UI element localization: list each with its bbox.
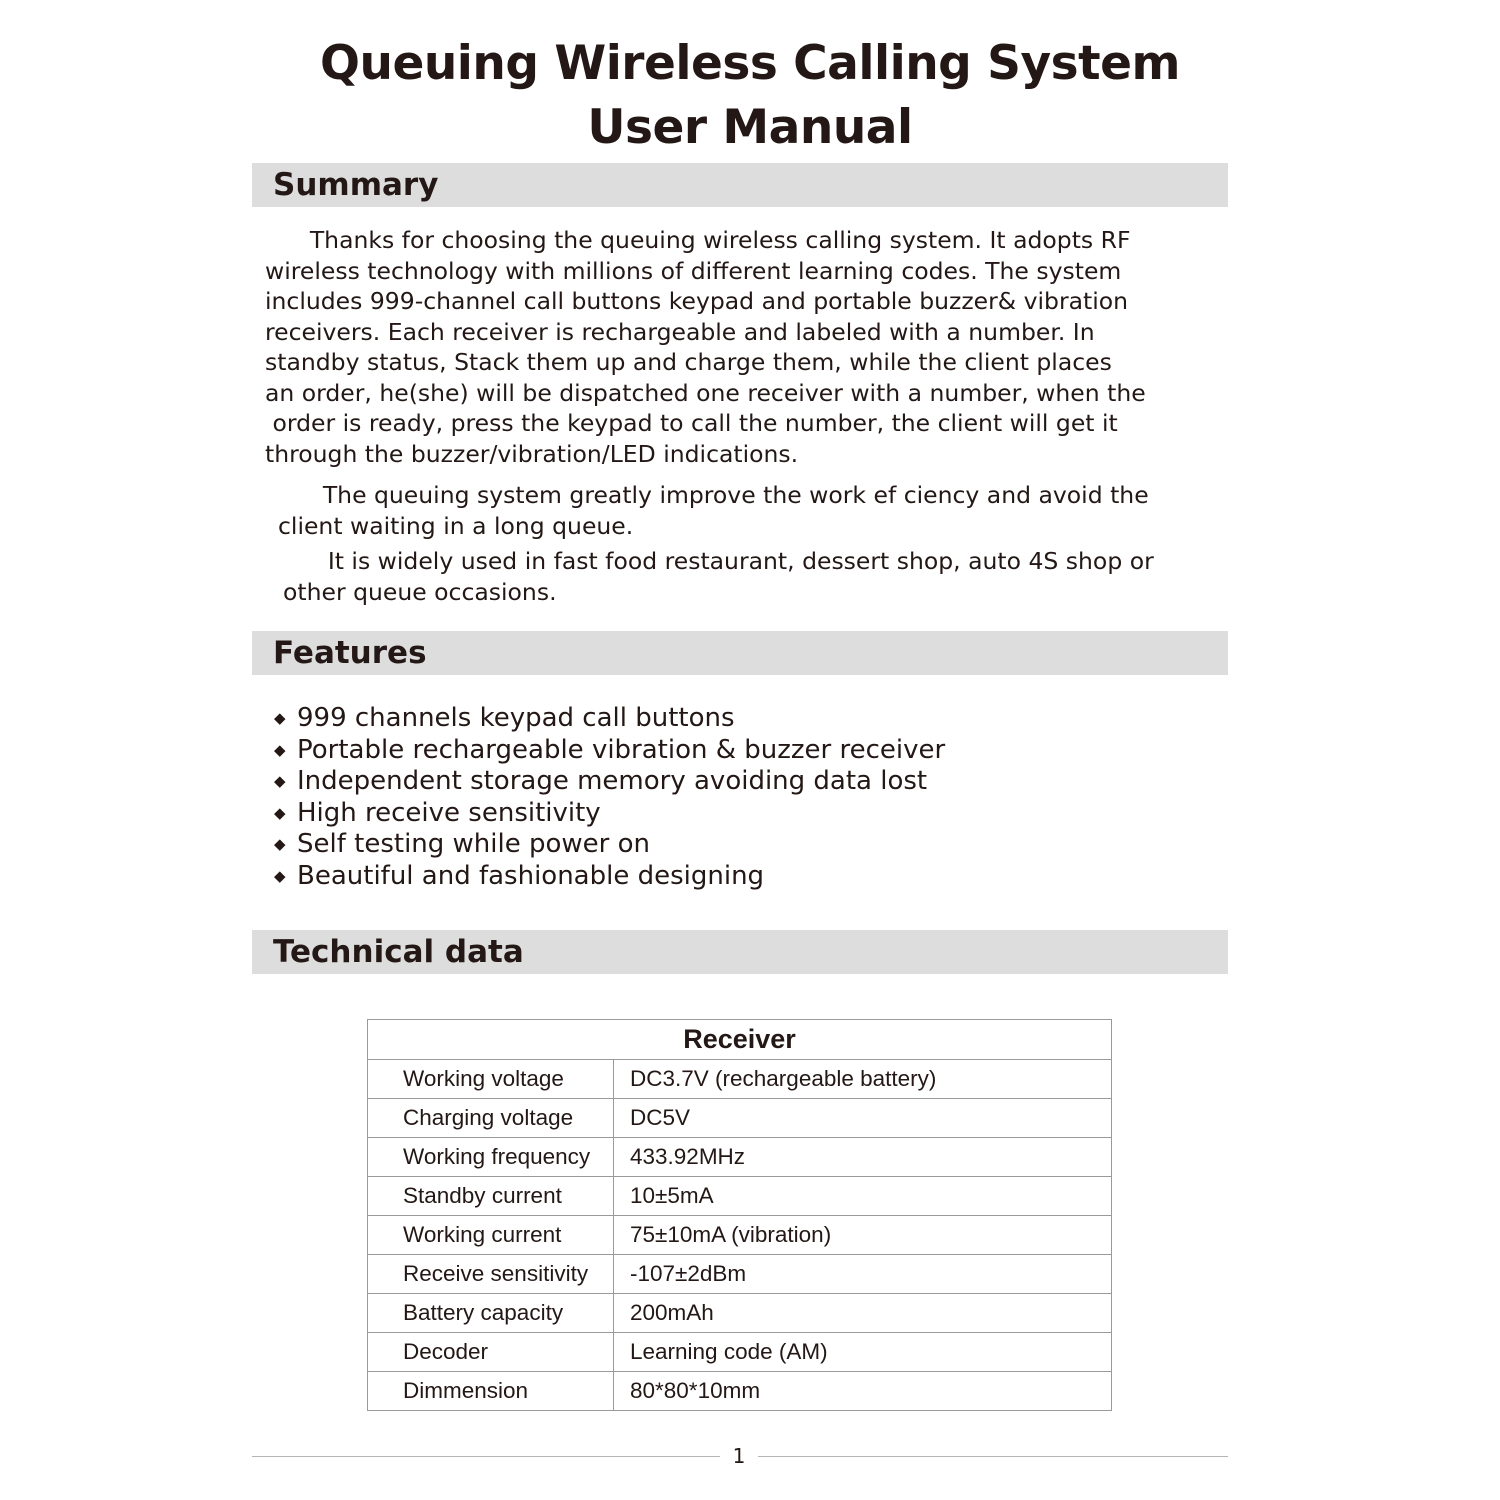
footer-divider-left — [252, 1456, 720, 1457]
diamond-bullet-icon: ◆ — [274, 835, 286, 853]
technical-section-header — [252, 930, 1228, 974]
table-row — [368, 1099, 1112, 1138]
spec-value: 10±5mA — [614, 1177, 1112, 1216]
spec-value: 433.92MHz — [614, 1138, 1112, 1177]
feature-text: 999 channels keypad call buttons — [297, 703, 735, 733]
table-row — [368, 1060, 1112, 1099]
feature-text: Portable rechargeable vibration & buzzer receiver — [297, 734, 946, 765]
spec-value: 200mAh — [614, 1294, 1112, 1333]
footer-divider-right — [758, 1456, 1228, 1457]
table-row — [368, 1333, 1112, 1372]
summary-paragraph-1: Thanks for choosing the queuing wireless calling system. It adopts RF wireless technology with millions of different learning codes. The system includes 999-channel call buttons keypad and portable buzzer& vibration receivers. Each receiver is rechargeable and labeled with a number. In standby status, Stack them up and charge them, while the client places an order, he(she) will be dispatched one receiver with a number, when the order is ready, press the keypad to call the number, the client will get it through the buzzer/vibration/LED indications. — [265, 226, 1146, 468]
spec-label: Working voltage — [368, 1060, 614, 1099]
diamond-bullet-icon: ◆ — [274, 803, 286, 822]
table-row — [368, 1294, 1112, 1333]
summary-paragraph-2: The queuing system greatly improve the work ef ciency and avoid the client waiting in a long queue. — [278, 481, 1149, 540]
features-heading: Features — [273, 635, 427, 671]
page-number: 1 — [732, 1444, 746, 1468]
spec-label: Dimmension — [368, 1372, 614, 1411]
summary-paragraph-3: It is widely used in fast food restaurant, dessert shop, auto 4S shop or other queue occasions. — [283, 547, 1154, 606]
receiver-spec-table — [367, 1019, 1112, 1411]
feature-item — [274, 861, 945, 893]
feature-text: Self testing while power on — [297, 829, 651, 859]
table-header-row — [368, 1020, 1112, 1060]
technical-heading: Technical data — [273, 934, 524, 970]
table-row — [368, 1372, 1112, 1411]
table-row — [368, 1216, 1112, 1255]
document-title-line1: Queuing Wireless Calling System — [320, 36, 1180, 91]
table-row — [368, 1255, 1112, 1294]
table-title: Receiver — [368, 1020, 1112, 1060]
diamond-bullet-icon: ◆ — [274, 866, 286, 885]
feature-item — [274, 703, 945, 735]
diamond-bullet-icon: ◆ — [274, 772, 286, 790]
spec-label: Standby current — [368, 1177, 614, 1216]
feature-item — [274, 766, 945, 798]
table-row — [368, 1177, 1112, 1216]
spec-value: DC5V — [614, 1099, 1112, 1138]
diamond-bullet-icon: ◆ — [274, 709, 286, 727]
table-row — [368, 1138, 1112, 1177]
feature-text: Beautiful and fashionable designing — [297, 860, 765, 891]
spec-label: Battery capacity — [368, 1294, 614, 1333]
spec-value: 75±10mA (vibration) — [614, 1216, 1112, 1255]
spec-label: Decoder — [368, 1333, 614, 1372]
spec-label: Working current — [368, 1216, 614, 1255]
feature-item — [274, 735, 945, 767]
spec-value: 80*80*10mm — [614, 1372, 1112, 1411]
spec-value: DC3.7V (rechargeable battery) — [614, 1060, 1112, 1099]
summary-section-header — [252, 163, 1228, 207]
feature-text: High receive sensitivity — [297, 797, 601, 828]
spec-label: Receive sensitivity — [368, 1255, 614, 1294]
spec-value: Learning code (AM) — [614, 1333, 1112, 1372]
diamond-bullet-icon: ◆ — [274, 740, 286, 759]
document-title-line2: User Manual — [587, 100, 913, 155]
feature-item — [274, 829, 945, 861]
features-section-header — [252, 631, 1228, 675]
feature-item — [274, 798, 945, 830]
feature-text: Independent storage memory avoiding data lost — [297, 766, 928, 796]
spec-value: -107±2dBm — [614, 1255, 1112, 1294]
spec-label: Charging voltage — [368, 1099, 614, 1138]
spec-label: Working frequency — [368, 1138, 614, 1177]
features-list — [274, 703, 945, 892]
summary-heading: Summary — [273, 167, 439, 203]
